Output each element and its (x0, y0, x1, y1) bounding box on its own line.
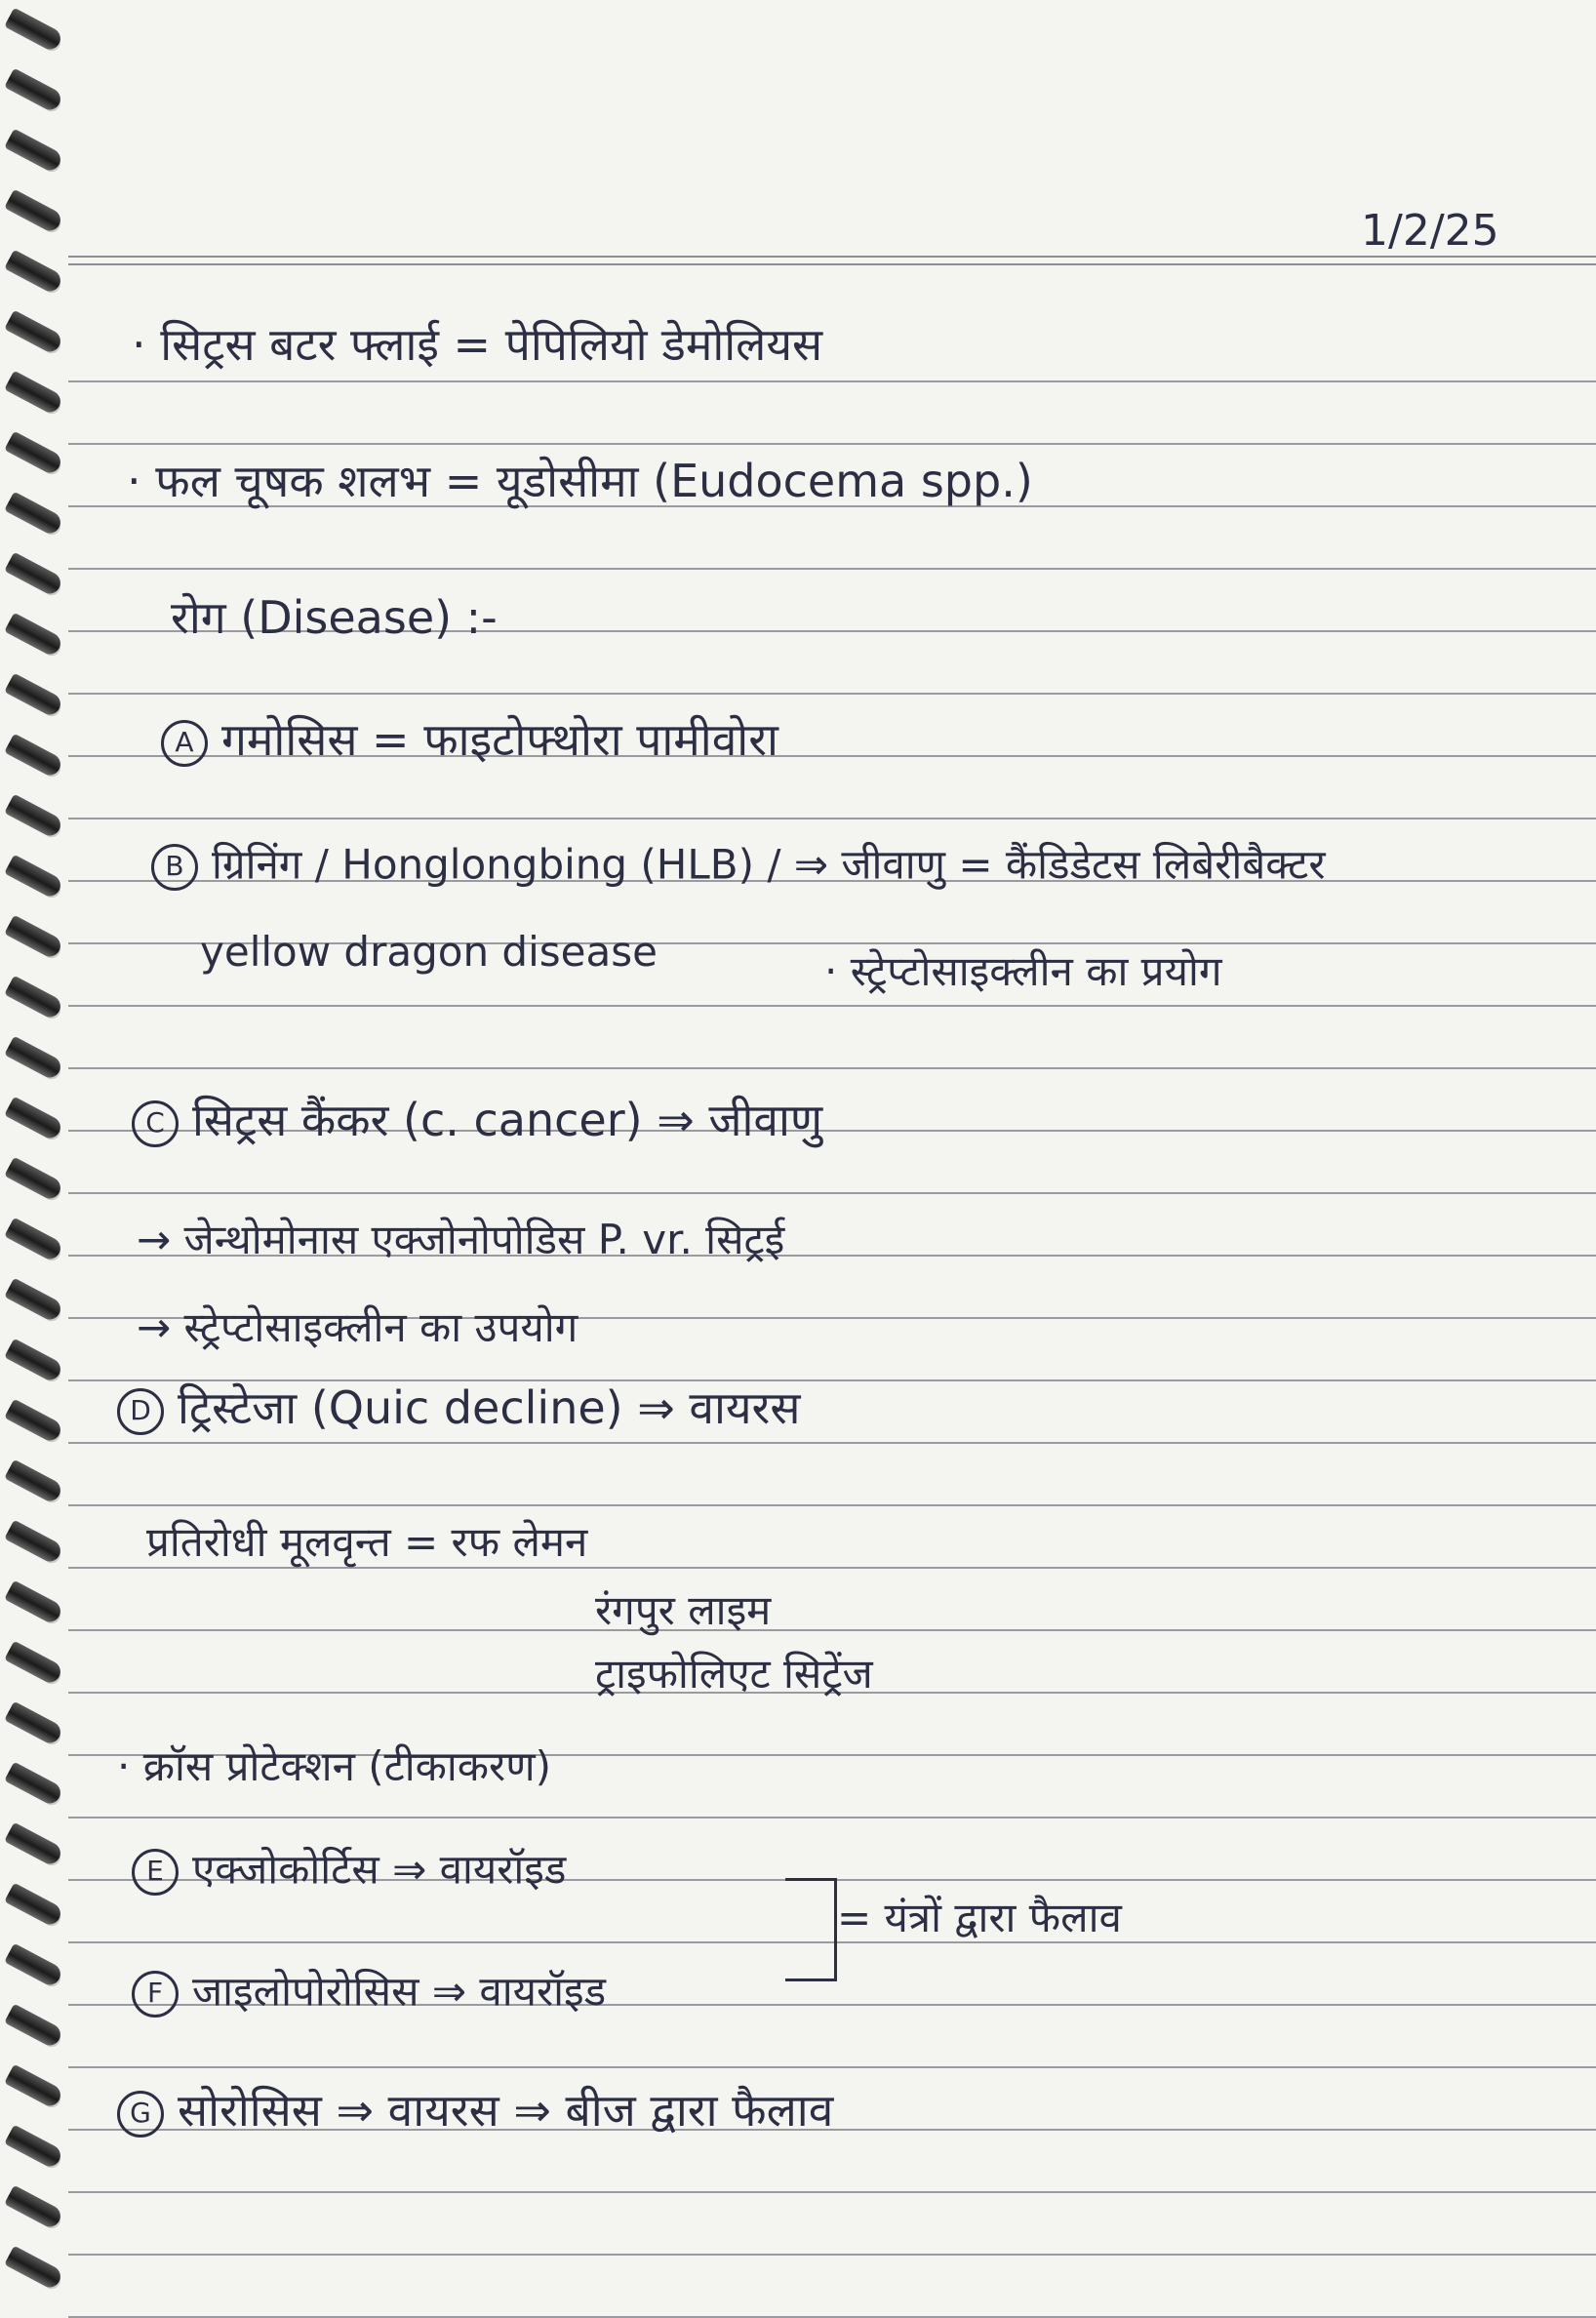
note-line-13: ट्राइफोलिएट सिट्रेंज (595, 1650, 873, 1698)
ruled-line (68, 693, 1596, 695)
binding-coil (4, 855, 64, 900)
binding-coil (4, 1278, 64, 1324)
binding-coil (4, 1520, 64, 1566)
item-marker-e: E (132, 1849, 179, 1896)
note-line-17 (132, 1967, 607, 2018)
binding-coil (4, 1157, 64, 1203)
binding-coil (4, 1459, 64, 1505)
binding-coil (4, 189, 64, 235)
ruled-line (68, 568, 1596, 570)
ruled-line (68, 1192, 1596, 1194)
binding-coil (4, 552, 64, 598)
ruled-line (68, 1504, 1596, 1506)
binding-coil (4, 1701, 64, 1747)
binding-coil (4, 129, 64, 175)
note-line-10 (117, 1381, 801, 1435)
binding-coil (4, 310, 64, 356)
note-line-9: → स्ट्रेप्टोसाइक्लीन का उपयोग (137, 1303, 579, 1351)
binding-coil (4, 1036, 64, 1082)
note-line-10-text: ट्रिस्टेजा (Quic decline) ⇒ वायरस (178, 1381, 801, 1434)
ruled-line (68, 818, 1596, 819)
note-line-17-text: जाइलोपोरोसिस ⇒ वायरॉइड (192, 1967, 607, 2016)
item-marker-f: F (132, 1971, 179, 2018)
item-marker-d: D (117, 1388, 164, 1435)
ruled-line (68, 2191, 1596, 2193)
item-marker-g: G (117, 2091, 164, 2138)
header-rule (68, 256, 1596, 265)
binding-coil (4, 1943, 64, 1989)
binding-coil (4, 1641, 64, 1687)
ruled-line (68, 443, 1596, 445)
note-line-6b: · स्ट्रेप्टोसाइक्लीन का प्रयोग (824, 947, 1222, 995)
binding-coil (4, 2125, 64, 2171)
binding-coil (4, 673, 64, 719)
binding-coil (4, 1822, 64, 1868)
binding-coil (4, 794, 64, 840)
note-line-7-text: सिट्रस कैंकर (c. cancer) ⇒ जीवाणु (192, 1094, 823, 1146)
binding-coil (4, 2185, 64, 2231)
note-line-7 (132, 1094, 823, 1147)
ruled-line (68, 1567, 1596, 1569)
note-line-11: प्रतिरोधी मूलवृन्त = रफ लेमन (146, 1518, 588, 1566)
note-line-5-text: ग्रिनिंग / Honglongbing (HLB) / ⇒ जीवाणु = कैंडिडेटस लिबेरीबैक्टर (212, 840, 1326, 889)
binding-coil (4, 734, 64, 779)
ruled-line (68, 1067, 1596, 1069)
note-line-12: रंगपुर लाइम (595, 1586, 772, 1634)
ruled-line (68, 2066, 1596, 2068)
note-line-18-text: सोरोसिस ⇒ वायरस ⇒ बीज द्वारा फैलाव (178, 2084, 834, 2137)
binding-coil (4, 1399, 64, 1445)
note-line-18 (117, 2084, 834, 2138)
binding-coil (4, 8, 64, 54)
binding-coil (4, 1339, 64, 1384)
note-line-2: · फल चूषक शलभ = यूडोसीमा (Eudocema spp.) (127, 455, 1033, 507)
ruled-line (68, 1629, 1596, 1631)
binding-coil (4, 2246, 64, 2292)
binding-coil (4, 613, 64, 659)
binding-coil (4, 1580, 64, 1626)
binding-coil (4, 431, 64, 477)
binding-coil (4, 371, 64, 417)
section-heading-disease: रोग (Disease) :- (171, 591, 498, 644)
ruled-line (68, 1442, 1596, 1444)
note-line-8: → जेन्थोमोनास एक्जोनोपोडिस P. vr. सिट्रई (137, 1216, 785, 1263)
binding-coil (4, 915, 64, 961)
note-line-4 (161, 713, 778, 767)
note-line-5 (151, 840, 1326, 891)
binding-coil (4, 1762, 64, 1808)
binding-coil (4, 2064, 64, 2110)
spiral-binding (0, 0, 78, 2310)
ruled-line (68, 1005, 1596, 1007)
binding-coil (4, 976, 64, 1021)
item-marker-c: C (132, 1100, 179, 1147)
binding-coil (4, 2004, 64, 2050)
item-marker-a: A (161, 720, 208, 767)
binding-coil (4, 492, 64, 538)
note-line-15 (132, 1845, 567, 1896)
binding-coil (4, 250, 64, 296)
page-date: 1/2/25 (1361, 206, 1499, 256)
ruled-line (68, 1817, 1596, 1818)
binding-coil (4, 1883, 64, 1929)
note-line-16: = यंत्रों द्वारा फैलाव (837, 1894, 1122, 1941)
ruled-line (68, 2254, 1596, 2256)
note-line-4-text: गमोसिस = फाइटोफ्थोरा पामीवोरा (221, 713, 778, 766)
binding-coil (4, 1218, 64, 1263)
note-line-14: · क्रॉस प्रोटेक्शन (टीकाकरण) (117, 1742, 551, 1790)
binding-coil (4, 68, 64, 114)
note-line-15-text: एक्जोकोर्टिस ⇒ वायरॉइड (192, 1845, 567, 1894)
note-line-1: · सिट्रस बटर फ्लाई = पेपिलियो डेमोलियस (132, 318, 823, 371)
ruled-line (68, 380, 1596, 382)
binding-coil (4, 1097, 64, 1142)
note-line-6a: yellow dragon disease (200, 928, 658, 976)
item-marker-b: B (151, 844, 198, 891)
grouping-bracket (785, 1878, 837, 1981)
